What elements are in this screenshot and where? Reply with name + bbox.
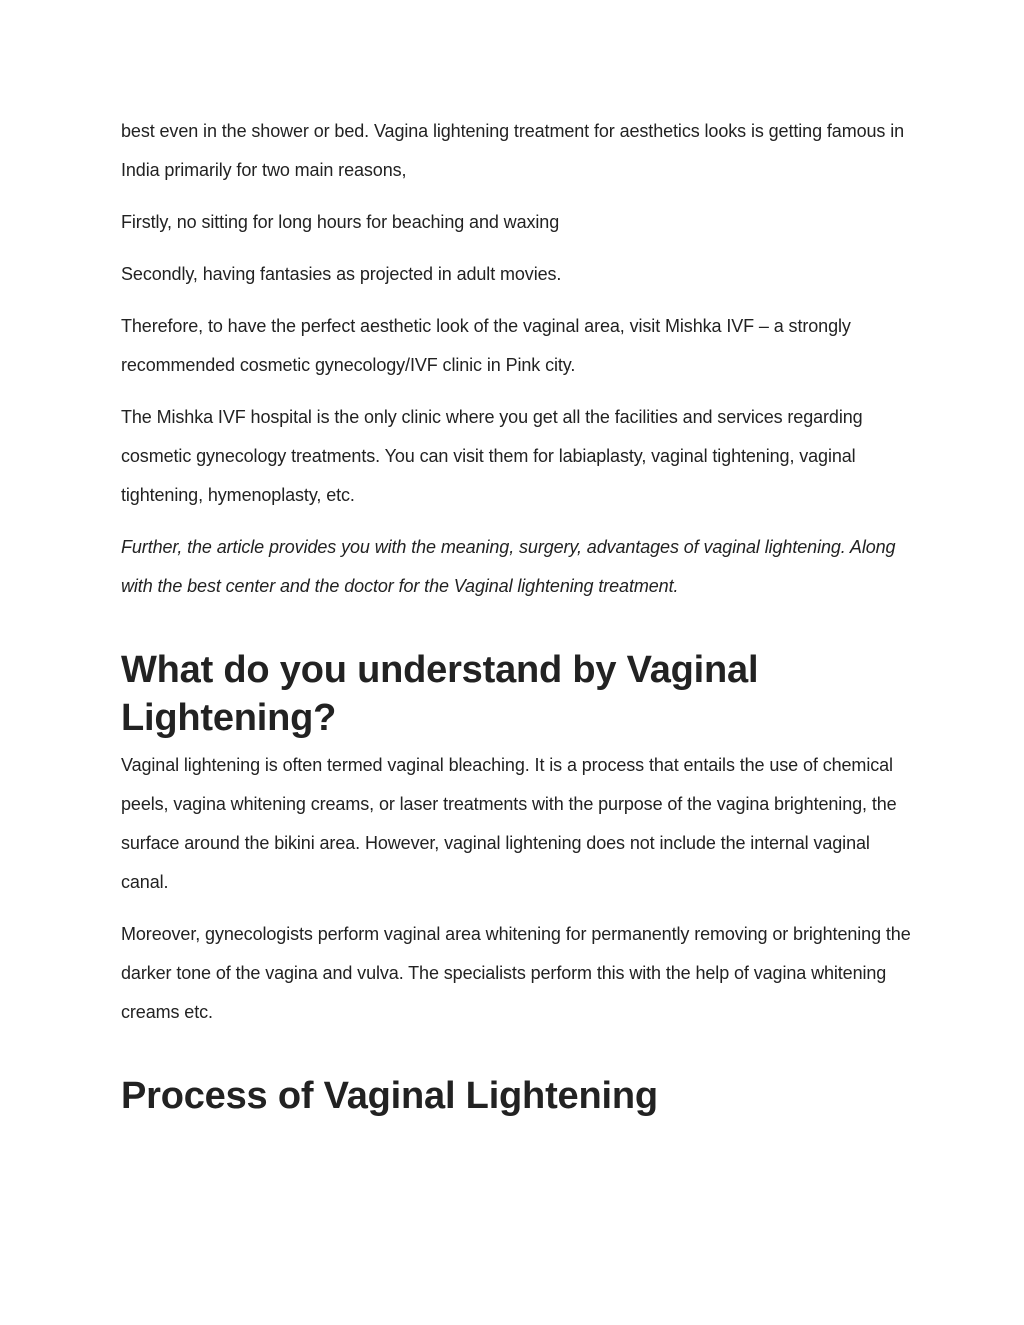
intro-paragraph: Firstly, no sitting for long hours for beaching and waxing bbox=[121, 212, 560, 232]
intro-paragraph: The Mishka IVF hospital is the only clinic where you get all the facilities and services regarding cosmetic gynecology treatments. You can visit them for labiaplasty, vaginal tightening, vaginal tightening, hymenoplasty, etc. bbox=[121, 407, 863, 505]
section-paragraph: Moreover, gynecologists perform vaginal area whitening for permanently removing or brightening the darker tone of the vagina and vulva. The specialists perform this with the help of vagina whitening creams etc. bbox=[121, 924, 911, 1022]
section-heading-what-is: What do you understand by Vaginal Lightening? bbox=[121, 649, 759, 739]
document-page bbox=[121, 112, 911, 1120]
section-heading-process: Process of Vaginal Lightening bbox=[121, 1075, 658, 1117]
intro-italic-paragraph: Further, the article provides you with the meaning, surgery, advantages of vaginal lightening. Along with the best center and the doctor for the Vaginal lightening treatment. bbox=[121, 537, 896, 596]
intro-paragraph: Therefore, to have the perfect aesthetic look of the vaginal area, visit Mishka IVF – a strongly recommended cosmetic gynecology/IVF clinic in Pink city. bbox=[121, 316, 851, 375]
section-paragraph: Vaginal lightening is often termed vaginal bleaching. It is a process that entails the use of chemical peels, vagina whitening creams, or laser treatments with the purpose of the vagina brightening, the surface around the bikini area. However, vaginal lightening does not include the internal vaginal canal. bbox=[121, 755, 897, 892]
intro-paragraph: best even in the shower or bed. Vagina lightening treatment for aesthetics looks is getting famous in India primarily for two main reasons, bbox=[121, 121, 905, 180]
intro-paragraph: Secondly, having fantasies as projected in adult movies. bbox=[121, 264, 562, 284]
